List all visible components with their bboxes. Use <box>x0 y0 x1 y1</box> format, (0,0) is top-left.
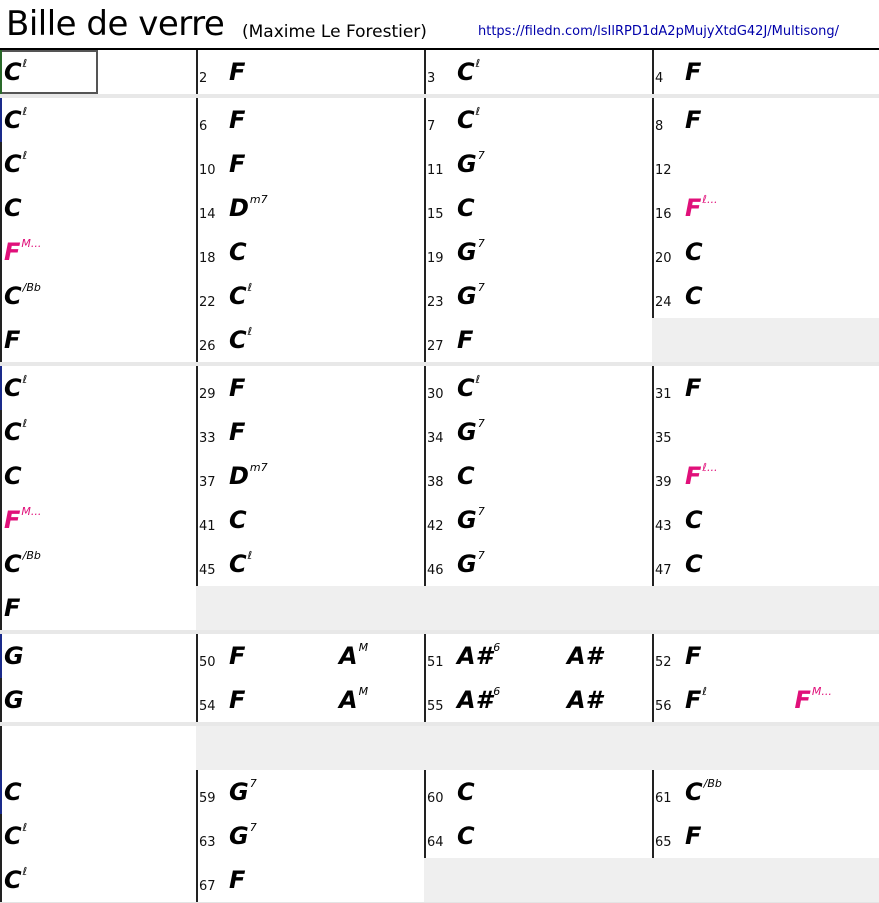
chord-root: F <box>685 686 702 714</box>
chord-extension: 7 <box>249 777 257 790</box>
chord-symbol <box>229 508 247 532</box>
chord-root: A# <box>567 686 603 714</box>
measure-cell[interactable] <box>652 366 879 410</box>
chord-symbol <box>4 105 28 134</box>
measure-cell[interactable] <box>652 186 879 230</box>
chord-root: C <box>4 866 22 894</box>
chord-extension: M <box>358 685 369 698</box>
chord-root: F <box>4 326 21 354</box>
chord-root: C <box>685 778 703 806</box>
measure-cell[interactable] <box>0 366 196 410</box>
measure-number: 18 <box>199 251 216 266</box>
measure-number: 45 <box>199 563 216 578</box>
chord-root: G <box>4 686 24 714</box>
measure-cell[interactable] <box>196 634 424 678</box>
measure-number: 2 <box>199 71 208 86</box>
chord-root: C <box>457 374 475 402</box>
chord-symbol <box>229 281 253 310</box>
chord-extension: ℓ <box>22 57 28 70</box>
chord-root: C <box>4 822 22 850</box>
measure-number: 39 <box>655 475 672 490</box>
measure-cell[interactable] <box>196 770 424 814</box>
chord-root: G <box>457 238 477 266</box>
chord-symbol <box>229 777 257 806</box>
measure-cell[interactable] <box>424 366 652 410</box>
chord-symbol <box>4 821 28 850</box>
measure-cell[interactable] <box>424 410 652 454</box>
chord-symbol <box>229 376 245 400</box>
source-url-link[interactable]: https://filedn.com/lsIlRPD1dA2pMujyXtdG42J/Multisong/ <box>478 24 840 39</box>
chord-root: F <box>685 106 702 134</box>
measure-cell[interactable] <box>196 858 424 902</box>
measure-number: 20 <box>655 251 672 266</box>
measure-number: 67 <box>199 879 216 894</box>
chord-symbol <box>4 464 22 488</box>
chord-symbol <box>685 60 701 84</box>
header <box>0 0 879 50</box>
chord-symbol <box>4 780 22 804</box>
chord-symbol <box>685 193 718 222</box>
chord-root: C <box>685 550 703 578</box>
chord-extension: /Bb <box>22 281 41 294</box>
measure-cell[interactable] <box>0 142 196 186</box>
chord-symbol <box>4 505 42 534</box>
chord-symbol <box>457 824 475 848</box>
chord-root: C <box>457 106 475 134</box>
chord-symbol <box>4 417 28 446</box>
chord-symbol <box>685 777 722 806</box>
measure-cell[interactable] <box>652 454 879 498</box>
chord-extension: 7 <box>249 821 257 834</box>
measure-number: 64 <box>427 835 444 850</box>
measure-cell[interactable] <box>424 318 652 362</box>
chord-symbol <box>229 108 245 132</box>
chord-root: A# <box>567 642 603 670</box>
measure-cell[interactable] <box>424 50 652 94</box>
measure-cell[interactable] <box>0 858 196 902</box>
measure-number: 65 <box>655 835 672 850</box>
measure-number: 27 <box>427 339 444 354</box>
chord-root: G <box>229 822 249 850</box>
chord-extension: ℓ <box>475 105 481 118</box>
chord-root: F <box>685 374 702 402</box>
measure-cell[interactable] <box>0 726 196 770</box>
chord-root: C <box>685 282 703 310</box>
chord-symbol <box>457 464 475 488</box>
measure-number: 61 <box>655 791 672 806</box>
empty-cell <box>652 318 879 362</box>
measure-cell[interactable] <box>196 274 424 318</box>
chord-root: F <box>4 238 21 266</box>
chord-root: C <box>229 550 247 578</box>
measure-number: 46 <box>427 563 444 578</box>
chord-symbol <box>457 641 501 670</box>
measure-number: 26 <box>199 339 216 354</box>
measure-cell[interactable] <box>0 50 98 94</box>
measure-number: 4 <box>655 71 664 86</box>
measure-number: 19 <box>427 251 444 266</box>
measure-cell[interactable] <box>652 142 879 186</box>
chord-root: F <box>685 194 702 222</box>
chord-extension: 6 <box>493 685 501 698</box>
measure-cell[interactable] <box>196 142 424 186</box>
chord-root: C <box>4 282 22 310</box>
chord-extension: M... <box>811 685 832 698</box>
chord-symbol <box>457 549 485 578</box>
chord-root: F <box>229 866 246 894</box>
measure-number: 29 <box>199 387 216 402</box>
chord-root: G <box>457 418 477 446</box>
measure-cell[interactable] <box>196 814 424 858</box>
chord-symbol <box>229 420 245 444</box>
chord-symbol <box>457 505 485 534</box>
chord-symbol <box>229 868 245 892</box>
chord-symbol <box>4 57 28 86</box>
chord-root: C <box>457 194 475 222</box>
chord-root: F <box>794 686 811 714</box>
measure-number: 23 <box>427 295 444 310</box>
chord-symbol <box>685 284 703 308</box>
chord-symbol <box>567 688 602 712</box>
chord-root: C <box>457 822 475 850</box>
chord-extension: /Bb <box>703 777 722 790</box>
measure-cell[interactable] <box>0 274 196 318</box>
chord-extension: ℓ <box>475 57 481 70</box>
chord-symbol <box>457 417 485 446</box>
measure-number: 41 <box>199 519 216 534</box>
measure-cell[interactable] <box>652 770 879 814</box>
chord-symbol <box>685 461 718 490</box>
measure-cell[interactable] <box>652 50 879 94</box>
chord-symbol <box>339 685 369 714</box>
chord-symbol <box>229 60 245 84</box>
song-title: Bille de verre <box>6 4 225 44</box>
chord-symbol <box>457 149 485 178</box>
chord-root: C <box>229 326 247 354</box>
chord-root: G <box>457 506 477 534</box>
measure-cell[interactable] <box>424 814 652 858</box>
chord-symbol <box>457 57 481 86</box>
chord-symbol <box>794 685 832 714</box>
measure-number: 63 <box>199 835 216 850</box>
chord-symbol <box>685 240 703 264</box>
chord-symbol <box>457 281 485 310</box>
measure-number: 16 <box>655 207 672 222</box>
measure-cell[interactable] <box>424 542 652 586</box>
chord-symbol <box>685 108 701 132</box>
measure-cell[interactable] <box>424 634 652 678</box>
chord-extension: ℓ <box>22 865 28 878</box>
chord-root: A <box>339 686 358 714</box>
chord-extension: ℓ... <box>702 461 718 474</box>
measure-number: 42 <box>427 519 444 534</box>
chord-root: F <box>457 326 474 354</box>
measure-cell[interactable] <box>196 410 424 454</box>
measure-number: 35 <box>655 431 672 446</box>
chord-extension: /Bb <box>22 549 41 562</box>
measure-cell[interactable] <box>652 274 879 318</box>
measure-cell[interactable] <box>196 366 424 410</box>
measure-cell[interactable] <box>424 454 652 498</box>
chord-root: C <box>4 778 22 806</box>
measure-cell[interactable] <box>652 542 879 586</box>
chord-extension: 7 <box>477 149 485 162</box>
chord-extension: ℓ <box>475 373 481 386</box>
chord-root: F <box>4 594 21 622</box>
measure-number: 11 <box>427 163 444 178</box>
empty-cell <box>424 858 879 902</box>
measure-number: 38 <box>427 475 444 490</box>
measure-cell[interactable] <box>0 186 196 230</box>
measure-cell[interactable] <box>196 678 424 722</box>
empty-cell <box>196 586 879 630</box>
chord-root: F <box>229 374 246 402</box>
chord-root: F <box>685 58 702 86</box>
measure-number: 51 <box>427 655 444 670</box>
measure-cell[interactable] <box>652 678 879 722</box>
measure-cell[interactable] <box>652 230 879 274</box>
chord-symbol <box>229 644 245 668</box>
chord-symbol <box>457 373 481 402</box>
chord-root: C <box>457 462 475 490</box>
measure-cell[interactable] <box>424 770 652 814</box>
chord-symbol <box>4 644 24 668</box>
measure-number: 3 <box>427 71 436 86</box>
measure-number: 50 <box>199 655 216 670</box>
chord-root: F <box>685 462 702 490</box>
measure-number: 24 <box>655 295 672 310</box>
measure-cell[interactable] <box>0 770 196 814</box>
measure-cell[interactable] <box>0 814 196 858</box>
chord-symbol <box>567 644 602 668</box>
measure-cell[interactable] <box>196 454 424 498</box>
measure-number: 43 <box>655 519 672 534</box>
measure-cell[interactable] <box>196 98 424 142</box>
measure-number: 8 <box>655 119 664 134</box>
chord-symbol <box>457 105 481 134</box>
chord-symbol <box>229 325 253 354</box>
measure-number: 34 <box>427 431 444 446</box>
measure-number: 30 <box>427 387 444 402</box>
measure-number: 56 <box>655 699 672 714</box>
chord-root: C <box>4 550 22 578</box>
chord-symbol <box>685 508 703 532</box>
measure-cell[interactable] <box>0 410 196 454</box>
measure-number: 52 <box>655 655 672 670</box>
chord-root: C <box>229 238 247 266</box>
chord-symbol <box>685 552 703 576</box>
chord-root: G <box>457 150 477 178</box>
chord-symbol <box>457 328 473 352</box>
measure-number: 15 <box>427 207 444 222</box>
chord-root: C <box>4 374 22 402</box>
chord-root: F <box>685 822 702 850</box>
measure-cell[interactable] <box>0 678 196 722</box>
measure-cell[interactable] <box>424 274 652 318</box>
chord-extension: M... <box>21 505 42 518</box>
chord-root: F <box>229 106 246 134</box>
chord-symbol <box>229 688 245 712</box>
chord-root: F <box>229 686 246 714</box>
chord-symbol <box>229 193 268 222</box>
chord-root: C <box>685 238 703 266</box>
chord-symbol <box>229 152 245 176</box>
measure-cell[interactable] <box>196 230 424 274</box>
measure-cell[interactable] <box>196 498 424 542</box>
measure-number: 54 <box>199 699 216 714</box>
chord-root: C <box>685 506 703 534</box>
measure-number: 59 <box>199 791 216 806</box>
chord-extension: ℓ <box>22 821 28 834</box>
measure-cell[interactable] <box>196 542 424 586</box>
chord-extension: ℓ <box>247 281 253 294</box>
chord-extension: 7 <box>477 549 485 562</box>
chord-root: C <box>4 462 22 490</box>
chord-symbol <box>4 237 42 266</box>
measure-cell[interactable] <box>652 410 879 454</box>
chord-symbol <box>457 685 501 714</box>
chord-root: C <box>4 150 22 178</box>
measure-number: 31 <box>655 387 672 402</box>
chord-root: F <box>4 506 21 534</box>
chord-extension: M... <box>21 237 42 250</box>
chord-extension: ℓ <box>22 417 28 430</box>
chord-symbol <box>457 196 475 220</box>
measure-cell[interactable] <box>424 186 652 230</box>
chord-symbol <box>339 641 369 670</box>
chord-root: G <box>229 778 249 806</box>
chord-root: A# <box>457 642 493 670</box>
chord-symbol <box>229 240 247 264</box>
chord-symbol <box>229 821 257 850</box>
chord-root: C <box>457 58 475 86</box>
chord-symbol <box>4 373 28 402</box>
chord-extension: m7 <box>249 461 268 474</box>
measure-number: 6 <box>199 119 208 134</box>
chord-extension: 7 <box>477 237 485 250</box>
chord-extension: 7 <box>477 281 485 294</box>
measure-number: 33 <box>199 431 216 446</box>
measure-cell[interactable] <box>0 318 196 362</box>
measure-number: 47 <box>655 563 672 578</box>
measure-number: 55 <box>427 699 444 714</box>
chord-extension: ℓ <box>22 105 28 118</box>
measure-cell[interactable] <box>652 498 879 542</box>
chord-extension: ℓ <box>702 685 707 698</box>
chord-root: G <box>457 282 477 310</box>
chord-symbol <box>4 549 41 578</box>
measure-number: 37 <box>199 475 216 490</box>
chord-extension: ℓ <box>22 373 28 386</box>
chord-extension: M <box>358 641 369 654</box>
chord-root: G <box>4 642 24 670</box>
chord-symbol <box>685 644 701 668</box>
chord-extension: 6 <box>493 641 501 654</box>
measure-cell[interactable] <box>0 498 196 542</box>
chord-symbol <box>4 688 24 712</box>
empty-cell <box>196 726 879 770</box>
chord-root: C <box>4 58 22 86</box>
measure-cell[interactable] <box>0 454 196 498</box>
chord-symbol <box>229 461 268 490</box>
chord-root: D <box>229 462 249 490</box>
chord-root: C <box>4 418 22 446</box>
chord-symbol <box>4 865 28 894</box>
artist-name: (Maxime Le Forestier) <box>242 22 427 42</box>
measure-cell[interactable] <box>652 814 879 858</box>
chord-root: C <box>229 506 247 534</box>
measure-cell[interactable] <box>196 186 424 230</box>
chord-root: A# <box>457 686 493 714</box>
chord-extension: 7 <box>477 417 485 430</box>
measure-cell[interactable] <box>0 230 196 274</box>
chord-root: C <box>457 778 475 806</box>
measure-cell[interactable] <box>424 498 652 542</box>
measure-number: 10 <box>199 163 216 178</box>
chord-extension: ℓ <box>247 549 253 562</box>
chord-extension: ℓ <box>247 325 253 338</box>
chord-symbol <box>229 549 253 578</box>
chord-symbol <box>4 596 20 620</box>
measure-cell[interactable] <box>652 634 879 678</box>
chord-extension: m7 <box>249 193 268 206</box>
chord-symbol <box>4 328 20 352</box>
chord-symbol <box>4 281 41 310</box>
chord-root: F <box>685 642 702 670</box>
measure-cell[interactable] <box>0 98 196 142</box>
measure-cell[interactable] <box>196 318 424 362</box>
measure-cell[interactable] <box>0 634 196 678</box>
chord-extension: ℓ <box>22 149 28 162</box>
measure-cell[interactable] <box>196 50 424 94</box>
chord-symbol <box>685 685 707 714</box>
chord-symbol <box>457 780 475 804</box>
measure-cell[interactable] <box>0 586 196 630</box>
measure-number: 60 <box>427 791 444 806</box>
chord-root: D <box>229 194 249 222</box>
measure-cell[interactable] <box>424 230 652 274</box>
chord-symbol <box>685 824 701 848</box>
chord-symbol <box>457 237 485 266</box>
chord-root: G <box>457 550 477 578</box>
chord-root: C <box>4 194 22 222</box>
chord-root: A <box>339 642 358 670</box>
measure-cell[interactable] <box>0 542 196 586</box>
measure-number: 22 <box>199 295 216 310</box>
measure-number: 7 <box>427 119 436 134</box>
chord-symbol <box>4 196 22 220</box>
measure-cell[interactable] <box>652 98 879 142</box>
measure-number: 12 <box>655 163 672 178</box>
measure-number: 14 <box>199 207 216 222</box>
chord-symbol <box>4 149 28 178</box>
measure-cell[interactable] <box>424 98 652 142</box>
chord-grid <box>0 50 879 903</box>
chord-symbol <box>685 376 701 400</box>
measure-cell[interactable] <box>424 678 652 722</box>
measure-cell[interactable] <box>424 142 652 186</box>
chord-root: C <box>4 106 22 134</box>
chord-root: F <box>229 58 246 86</box>
chord-root: C <box>229 282 247 310</box>
chord-root: F <box>229 150 246 178</box>
chord-root: F <box>229 642 246 670</box>
chord-extension: ℓ... <box>702 193 718 206</box>
chord-extension: 7 <box>477 505 485 518</box>
chord-root: F <box>229 418 246 446</box>
